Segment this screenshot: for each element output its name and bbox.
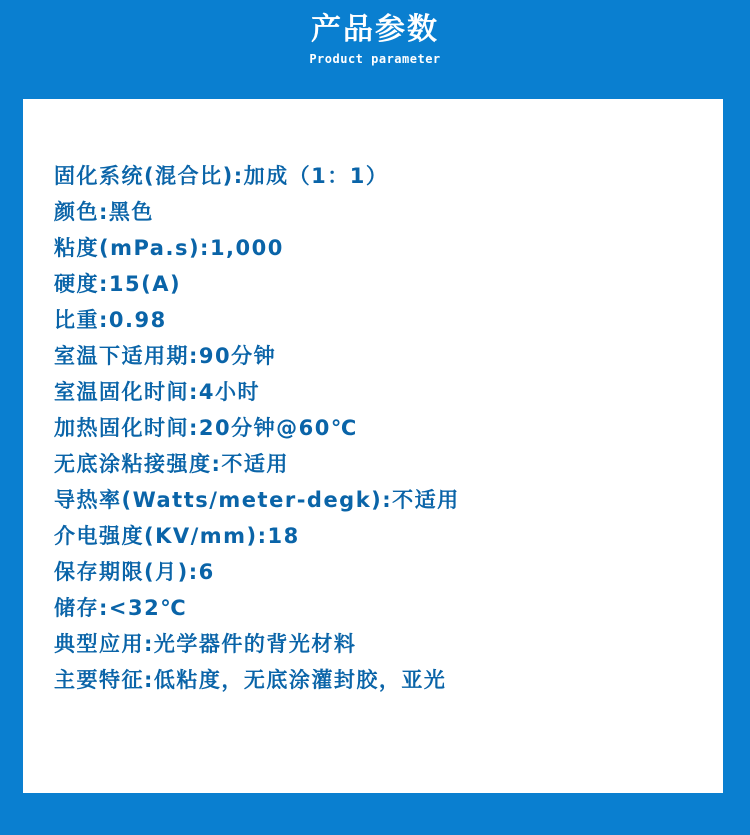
- parameter-panel: [23, 99, 723, 793]
- param-color: 颜色:黑色: [54, 200, 154, 224]
- page-title: 产品参数: [311, 12, 439, 47]
- page-subtitle: Product parameter: [309, 52, 441, 66]
- param-unprimed-adhesion: 无底涂粘接强度:不适用: [54, 452, 289, 476]
- param-hardness: 硬度:15(A): [54, 272, 182, 296]
- param-thermal-conductivity: 导热率(Watts/meter-degk):不适用: [54, 488, 460, 512]
- parameter-list: [54, 158, 460, 698]
- param-main-features: 主要特征:低粘度，无底涂灌封胶，亚光: [54, 668, 447, 692]
- param-dielectric-strength: 介电强度(KV/mm):18: [54, 524, 300, 548]
- page-header: [0, 0, 750, 99]
- param-storage: 储存:<32℃: [54, 596, 188, 620]
- param-shelf-life: 保存期限(月):6: [54, 560, 215, 584]
- param-pot-life: 室温下适用期:90分钟: [54, 344, 277, 368]
- param-curing-system: 固化系统(混合比):加成（1：1）: [54, 164, 389, 188]
- param-viscosity: 粘度(mPa.s):1,000: [54, 236, 284, 260]
- param-room-temp-cure-time: 室温固化时间:4小时: [54, 380, 261, 404]
- param-heat-cure-time: 加热固化时间:20分钟@60℃: [54, 416, 358, 440]
- param-typical-application: 典型应用:光学器件的背光材料: [54, 632, 357, 656]
- param-specific-gravity: 比重:0.98: [54, 308, 167, 332]
